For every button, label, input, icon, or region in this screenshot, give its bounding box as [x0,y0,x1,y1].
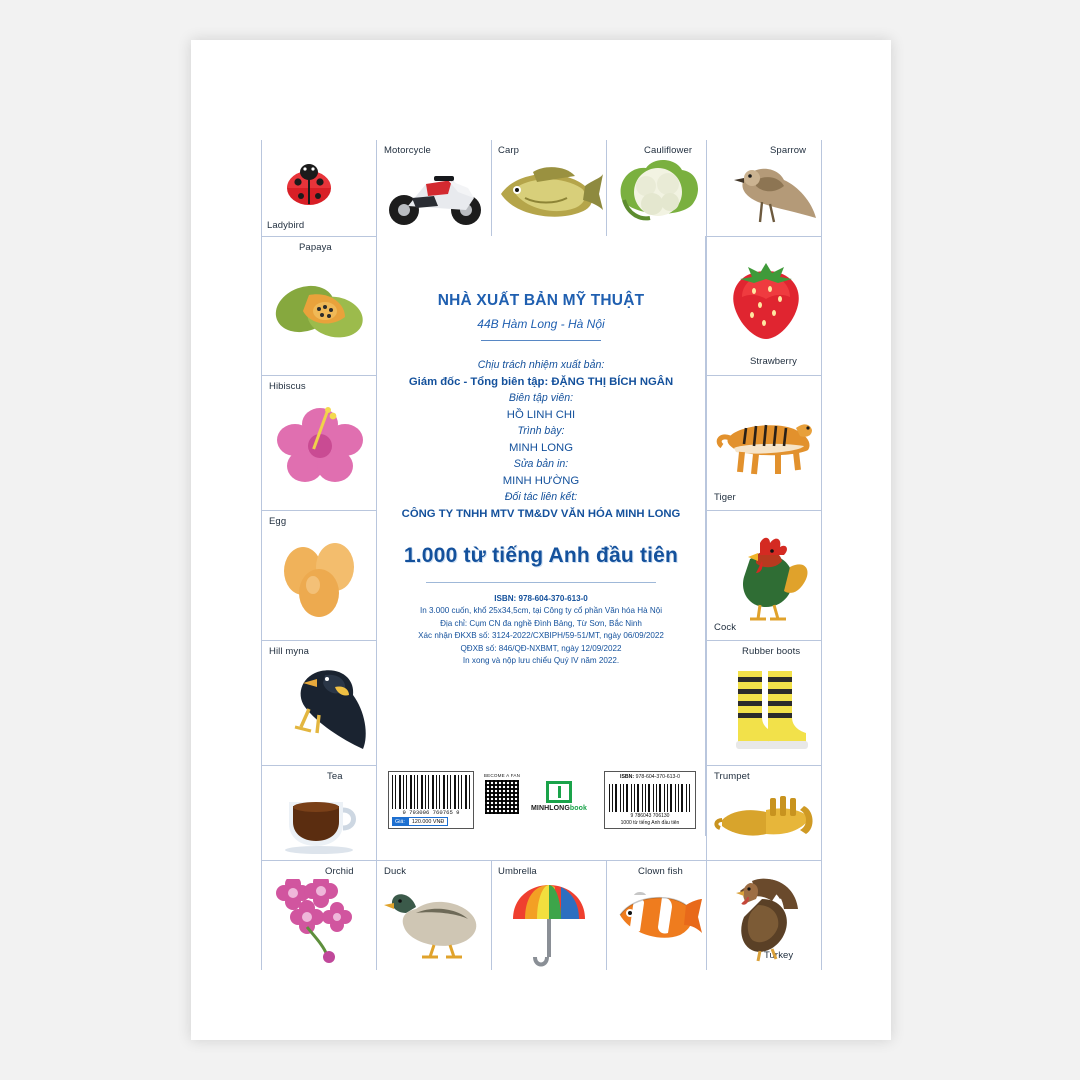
picture-label: Rubber boots [742,646,801,657]
credit-name: HỒ LINH CHI [506,408,576,421]
credits-block [377,357,705,522]
motorcycle-icon [382,162,488,228]
picture-cell-trumpet [708,766,820,859]
isbn-footer: 1000 từ tiếng Anh đầu tiên [620,820,680,826]
fineprint-isbn: ISBN: 978-604-370-613-0 [494,594,588,603]
picture-label: Tiger [714,492,736,503]
picture-cell-tea [263,766,375,859]
publisher-name: NHÀ XUẤT BẢN MỸ THUẬT [437,292,645,309]
turkey-icon [718,869,814,965]
picture-cell-carp [493,140,605,235]
credit-role: Chịu trách nhiệm xuất bản: [477,359,605,371]
barcode-bars [392,775,470,809]
picture-label: Cauliflower [644,145,693,156]
picture-cell-turkey [708,861,820,969]
picture-cell-clown-fish [608,861,705,969]
credit-name: MINH LONG [508,441,574,454]
picture-label: Hill myna [269,646,309,657]
papaya-icon [269,265,369,349]
isbn-label: ISBN: [620,774,635,780]
credit-name: MINH HƯỜNG [502,474,580,487]
picture-label: Trumpet [714,771,750,782]
fineprint-line: In xong và nộp lưu chiểu Quý IV năm 2022. [462,656,620,666]
minhlong-logo [528,781,590,812]
picture-cell-orchid [263,861,375,969]
picture-label: Orchid [325,866,354,877]
qr-code-block[interactable] [480,773,524,815]
isbn-value: 978-604-370-613-0 [635,774,680,780]
sparrow-icon [716,156,820,234]
orchid-icon [271,879,371,965]
duck-icon [382,879,490,965]
picture-label: Hibiscus [269,381,306,392]
picture-label: Tea [327,771,343,782]
picture-cell-sparrow [708,140,820,235]
picture-label: Motorcycle [384,145,431,156]
picture-cell-ladybird [263,140,375,235]
main-barcode [388,771,474,829]
tea-icon [273,788,367,854]
cover-inner [191,40,891,1040]
divider [821,140,822,970]
picture-cell-motorcycle [378,140,490,235]
clown-fish-icon [610,885,704,947]
qr-caption: BECOME A FAN [483,773,521,778]
picture-label: Egg [269,516,287,527]
picture-label: Strawberry [750,356,797,367]
barcode-number: 9 793006 760765 9 [402,809,460,816]
price-value: 120.000 VNĐ [408,817,448,826]
credit-role: Biên tập viên: [508,392,574,404]
picture-cell-hill-myna [263,641,375,764]
logo-text [528,805,590,812]
divider [491,860,492,970]
cauliflower-icon [616,156,702,230]
credit-name: CÔNG TY TNHH MTV TM&DV VĂN HÓA MINH LONG [401,507,681,520]
divider [261,140,262,970]
logo-text-dark: MINHLONG [530,805,570,812]
price-prefix: Giá: [392,817,408,826]
picture-label: Carp [498,145,519,156]
logo-text-green: book [569,805,588,812]
picture-label: Umbrella [498,866,537,877]
divider [606,140,607,236]
divider [481,340,601,341]
publisher-panel [376,236,706,836]
egg-icon [275,535,367,619]
publisher-address: 44B Hàm Long - Hà Nội [477,317,605,331]
divider [606,860,607,970]
trumpet-icon [714,786,816,856]
hill-myna-icon [269,657,375,757]
umbrella-icon [507,877,593,969]
qr-code-icon[interactable] [484,779,520,815]
isbn-barcode [604,771,696,829]
picture-cell-hibiscus [263,376,375,509]
picture-label: Sparrow [770,145,807,156]
picture-label: Ladybird [267,220,305,231]
divider [491,140,492,236]
isbn-number: 9 786043 706130 [630,813,670,819]
picture-label: Papaya [299,242,332,253]
picture-cell-rubber-boots [708,641,820,764]
tiger-icon [712,400,820,484]
credit-name: Giám đốc - Tổng biên tập: ĐẶNG THỊ BÍCH NGÂN [408,375,674,388]
ladybird-icon [277,158,341,210]
picture-cell-duck [378,861,490,969]
book-logo-icon [546,781,572,803]
rubber-boots-icon [724,663,810,755]
carp-icon [493,160,605,224]
hibiscus-icon [273,400,367,496]
barcode-strip [376,767,706,833]
picture-label: Duck [384,866,407,877]
picture-cell-egg [263,511,375,639]
strawberry-icon [724,255,808,347]
isbn-caption [605,774,695,780]
book-back-cover [191,40,891,1040]
picture-label: Cock [714,622,737,633]
fineprint-line: In 3.000 cuốn, khổ 25x34,5cm, tại Công ty cổ phần Văn hóa Hà Nội [419,606,663,616]
picture-cell-tiger [708,376,820,509]
divider [706,140,707,970]
picture-label: Turkey [764,950,794,961]
fineprint-line: QĐXB số: 846/QĐ-NXBMT, ngày 12/09/2022 [460,643,622,653]
picture-cell-strawberry [708,237,820,373]
picture-label: Clown fish [638,866,683,877]
picture-cell-umbrella [493,861,605,969]
picture-cell-cock [708,511,820,639]
fineprint-line: Địa chỉ: Cụm CN đa nghề Đình Bảng, Từ Sơn, Bắc Ninh [440,618,642,628]
credit-role: Sửa bản in: [513,458,569,470]
picture-cell-papaya [263,237,375,373]
divider [426,582,656,583]
fineprint-line: Xác nhận ĐKXB số: 3124-2022/CXBIPH/59-51/MT, ngày 06/09/2022 [418,631,664,641]
credit-role: Trình bày: [517,425,565,437]
fineprint-block [377,593,705,667]
book-title: 1.000 từ tiếng Anh đầu tiên [403,544,679,567]
barcode-bars [609,784,691,812]
credit-role: Đối tác liên kết: [504,491,578,503]
picture-cell-cauliflower [608,140,705,235]
price-tag [392,817,448,826]
cock-icon [720,521,816,625]
